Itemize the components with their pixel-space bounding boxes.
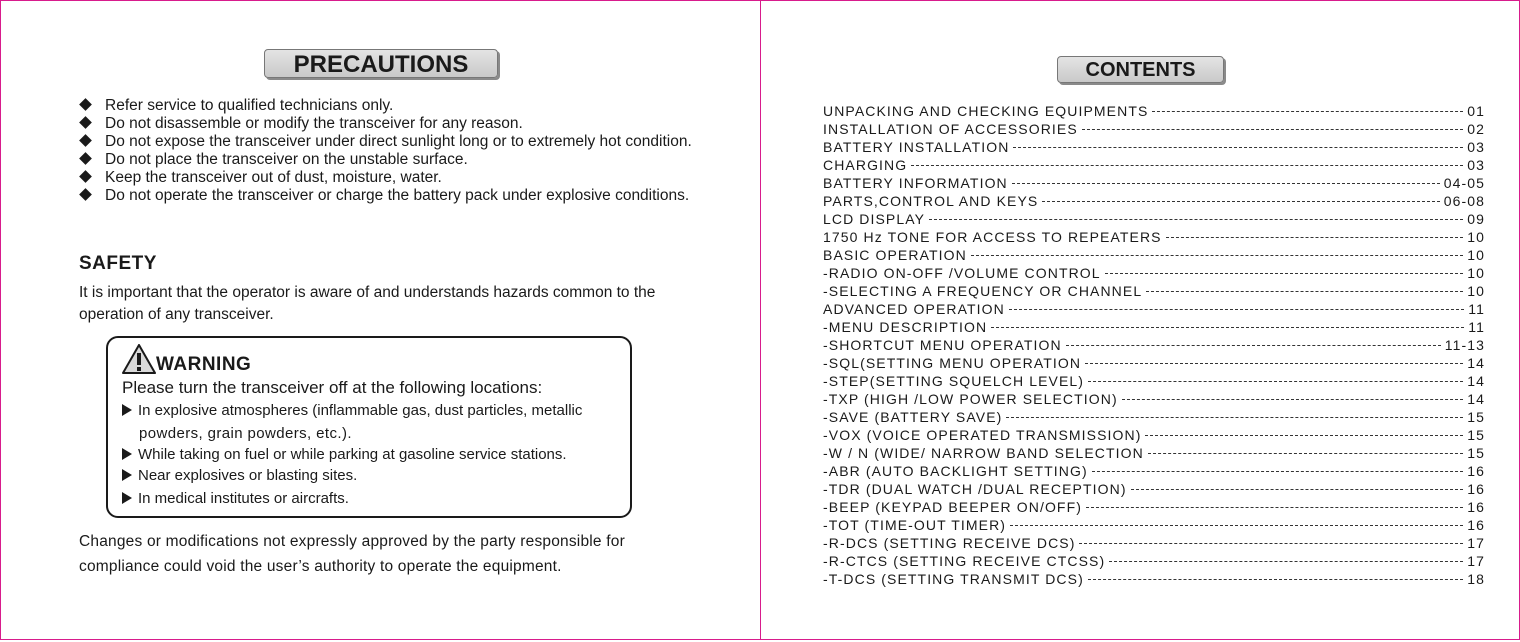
toc-leader xyxy=(1042,201,1439,202)
toc-leader xyxy=(929,219,1463,220)
contents-title: CONTENTS xyxy=(1057,56,1224,83)
toc-page-number: 02 xyxy=(1467,121,1485,137)
toc-title: ADVANCED OPERATION xyxy=(823,301,1005,317)
toc-leader xyxy=(1088,579,1463,580)
warning-item xyxy=(122,465,357,487)
toc-leader xyxy=(1131,489,1464,490)
toc-page-number: 10 xyxy=(1467,283,1485,299)
toc-page-number: 16 xyxy=(1467,517,1485,533)
toc-leader xyxy=(1013,147,1463,148)
toc-row xyxy=(823,157,1485,175)
toc-leader xyxy=(1088,381,1463,382)
toc-row xyxy=(823,139,1485,157)
toc-row xyxy=(823,319,1485,337)
safety-heading: SAFETY xyxy=(79,253,157,274)
toc-title: -BEEP (KEYPAD BEEPER ON/OFF) xyxy=(823,499,1082,515)
toc-title: -T-DCS (SETTING TRANSMIT DCS) xyxy=(823,571,1084,587)
toc-row xyxy=(823,211,1485,229)
warning-heading: WARNING xyxy=(156,354,252,375)
toc-title: -TDR (DUAL WATCH /DUAL RECEPTION) xyxy=(823,481,1127,497)
toc-title: -R-DCS (SETTING RECEIVE DCS) xyxy=(823,535,1076,551)
toc-row xyxy=(823,535,1485,553)
toc-leader xyxy=(1166,237,1464,238)
toc-page-number: 14 xyxy=(1467,391,1485,407)
toc-title: -TOT (TIME-OUT TIMER) xyxy=(823,517,1007,533)
toc-title: -SELECTING A FREQUENCY OR CHANNEL xyxy=(823,283,1143,299)
toc-page-number: 04-05 xyxy=(1443,175,1485,191)
warning-item-continuation: powders, grain powders, etc.). xyxy=(139,425,352,442)
precaution-text: Do not expose the transceiver under direct sunlight long or to extremely hot condition. xyxy=(105,133,692,150)
toc-row xyxy=(823,373,1485,391)
toc-title: INSTALLATION OF ACCESSORIES xyxy=(823,121,1078,137)
toc-page-number: 10 xyxy=(1467,247,1485,263)
warning-item xyxy=(122,444,567,466)
toc-row xyxy=(823,427,1485,445)
toc-row xyxy=(823,409,1485,427)
warning-item-text: In explosive atmospheres (inflammable gas, dust particles, metallic xyxy=(138,402,583,419)
toc-row xyxy=(823,229,1485,247)
toc-title: CHARGING xyxy=(823,157,908,173)
toc-page-number: 03 xyxy=(1467,157,1485,173)
warning-icon xyxy=(122,344,156,374)
toc-leader xyxy=(991,327,1464,328)
list-item xyxy=(79,151,699,169)
toc-leader xyxy=(1006,417,1463,418)
toc-page-number: 16 xyxy=(1467,499,1485,515)
warning-item-text: While taking on fuel or while parking at gasoline service stations. xyxy=(138,446,567,463)
toc-page-number: 10 xyxy=(1467,265,1485,281)
toc-row xyxy=(823,499,1485,517)
toc-row xyxy=(823,283,1485,301)
precaution-text: Refer service to qualified technicians only. xyxy=(105,97,394,114)
toc-row xyxy=(823,247,1485,265)
toc-page-number: 10 xyxy=(1467,229,1485,245)
toc-title: 1750 Hz TONE FOR ACCESS TO REPEATERS xyxy=(823,229,1162,245)
triangle-bullet-icon xyxy=(122,404,132,416)
diamond-bullet-icon xyxy=(79,116,92,129)
toc-row xyxy=(823,193,1485,211)
table-of-contents xyxy=(823,103,1485,589)
diamond-bullet-icon xyxy=(79,98,92,111)
safety-text: It is important that the operator is aware of and understands hazards common to the operation of any transceiver. xyxy=(79,284,656,323)
toc-page-number: 14 xyxy=(1467,373,1485,389)
toc-row xyxy=(823,265,1485,283)
toc-leader xyxy=(1086,507,1463,508)
toc-row xyxy=(823,301,1485,319)
changes-notice: Changes or modifications not expressly approved by the party responsible for compliance could void the user’s authority to operate the equipment. xyxy=(79,533,625,575)
toc-page-number: 11-13 xyxy=(1444,337,1485,353)
diamond-bullet-icon xyxy=(79,134,92,147)
toc-page-number: 16 xyxy=(1467,463,1485,479)
toc-leader xyxy=(1082,129,1463,130)
warning-item-text: Near explosives or blasting sites. xyxy=(138,467,358,484)
toc-title: -TXP (HIGH /LOW POWER SELECTION) xyxy=(823,391,1118,407)
toc-leader xyxy=(971,255,1463,256)
toc-row xyxy=(823,481,1485,499)
toc-page-number: 03 xyxy=(1467,139,1485,155)
toc-page-number: 06-08 xyxy=(1443,193,1485,209)
toc-row xyxy=(823,355,1485,373)
toc-page-number: 14 xyxy=(1467,355,1485,371)
toc-leader xyxy=(1010,525,1463,526)
toc-leader xyxy=(1066,345,1441,346)
toc-title: -W / N (WIDE/ NARROW BAND SELECTION xyxy=(823,445,1144,461)
toc-leader xyxy=(1146,291,1463,292)
toc-page-number: 15 xyxy=(1467,409,1485,425)
toc-leader xyxy=(1145,435,1463,436)
toc-leader xyxy=(1085,363,1463,364)
precaution-text: Keep the transceiver out of dust, moisture, water. xyxy=(105,169,442,186)
diamond-bullet-icon xyxy=(79,188,92,201)
toc-title: -RADIO ON-OFF /VOLUME CONTROL xyxy=(823,265,1101,281)
toc-leader xyxy=(1009,309,1464,310)
warning-item-text: In medical institutes or aircrafts. xyxy=(138,490,349,507)
list-item xyxy=(79,133,699,151)
triangle-bullet-icon xyxy=(122,469,132,481)
toc-title: BATTERY INFORMATION xyxy=(823,175,1008,191)
toc-title: -SHORTCUT MENU OPERATION xyxy=(823,337,1062,353)
toc-leader xyxy=(1105,273,1464,274)
toc-title: -SQL(SETTING MENU OPERATION xyxy=(823,355,1082,371)
toc-title: -VOX (VOICE OPERATED TRANSMISSION) xyxy=(823,427,1142,443)
list-item xyxy=(79,97,699,115)
toc-page-number: 01 xyxy=(1467,103,1485,119)
toc-title: -STEP(SETTING SQUELCH LEVEL) xyxy=(823,373,1085,389)
list-item xyxy=(79,169,699,187)
warning-item xyxy=(122,488,349,510)
toc-row xyxy=(823,103,1485,121)
toc-row xyxy=(823,463,1485,481)
toc-title: -SAVE (BATTERY SAVE) xyxy=(823,409,1003,425)
toc-row xyxy=(823,553,1485,571)
toc-leader xyxy=(1148,453,1463,454)
toc-title: BASIC OPERATION xyxy=(823,247,967,263)
triangle-bullet-icon xyxy=(122,448,132,460)
toc-title: PARTS,CONTROL AND KEYS xyxy=(823,193,1039,209)
toc-row xyxy=(823,175,1485,193)
toc-title: -MENU DESCRIPTION xyxy=(823,319,988,335)
toc-row xyxy=(823,571,1485,589)
toc-row xyxy=(823,445,1485,463)
warning-item xyxy=(122,400,582,422)
toc-leader xyxy=(1109,561,1463,562)
list-item xyxy=(79,115,699,133)
toc-title: -R-CTCS (SETTING RECEIVE CTCSS) xyxy=(823,553,1106,569)
toc-page-number: 17 xyxy=(1467,535,1485,551)
toc-row xyxy=(823,517,1485,535)
toc-title: UNPACKING AND CHECKING EQUIPMENTS xyxy=(823,103,1149,119)
diamond-bullet-icon xyxy=(79,152,92,165)
toc-leader xyxy=(1012,183,1440,184)
toc-page-number: 15 xyxy=(1467,427,1485,443)
toc-page-number: 09 xyxy=(1467,211,1485,227)
diamond-bullet-icon xyxy=(79,170,92,183)
precautions-list xyxy=(79,97,699,205)
toc-leader xyxy=(911,165,1463,166)
precaution-text: Do not place the transceiver on the unstable surface. xyxy=(105,151,468,168)
warning-intro: Please turn the transceiver off at the following locations: xyxy=(122,378,543,397)
left-page xyxy=(0,0,761,640)
toc-row xyxy=(823,337,1485,355)
toc-title: LCD DISPLAY xyxy=(823,211,926,227)
toc-page-number: 17 xyxy=(1467,553,1485,569)
triangle-bullet-icon xyxy=(122,492,132,504)
toc-row xyxy=(823,391,1485,409)
toc-page-number: 16 xyxy=(1467,481,1485,497)
toc-row xyxy=(823,121,1485,139)
toc-page-number: 11 xyxy=(1468,301,1485,317)
precaution-text: Do not operate the transceiver or charge the battery pack under explosive conditions. xyxy=(105,187,690,204)
warning-box xyxy=(106,336,632,518)
precaution-text: Do not disassemble or modify the transceiver for any reason. xyxy=(105,115,523,132)
right-page xyxy=(760,0,1520,640)
precautions-title: PRECAUTIONS xyxy=(264,49,498,78)
toc-leader xyxy=(1092,471,1463,472)
toc-title: -ABR (AUTO BACKLIGHT SETTING) xyxy=(823,463,1088,479)
toc-leader xyxy=(1079,543,1463,544)
toc-leader xyxy=(1152,111,1463,112)
toc-page-number: 11 xyxy=(1468,319,1485,335)
toc-title: BATTERY INSTALLATION xyxy=(823,139,1010,155)
toc-page-number: 15 xyxy=(1467,445,1485,461)
toc-leader xyxy=(1122,399,1463,400)
toc-page-number: 18 xyxy=(1467,571,1485,587)
list-item xyxy=(79,187,699,205)
